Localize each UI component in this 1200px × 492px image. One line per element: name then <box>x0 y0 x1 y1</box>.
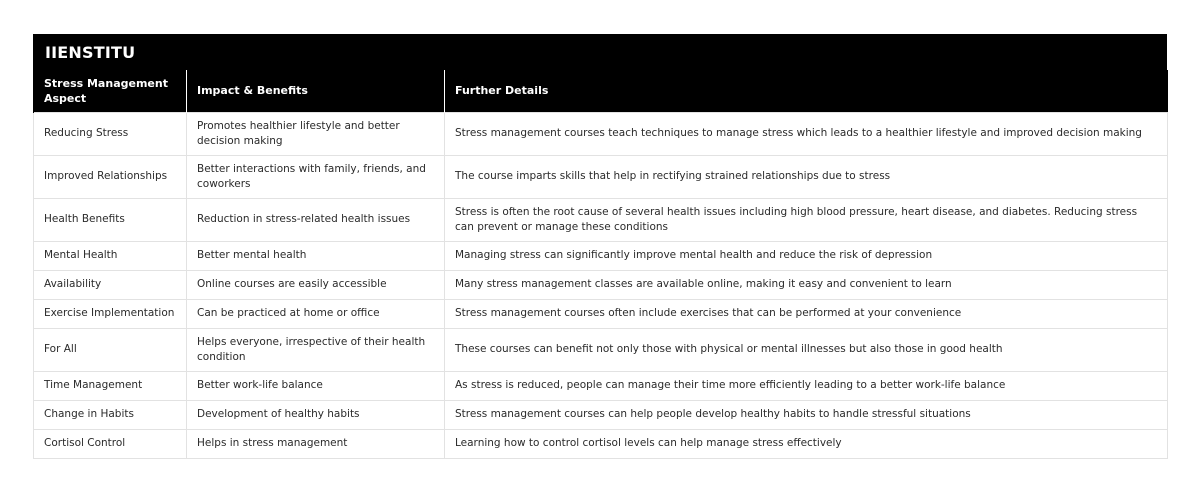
cell-details: Stress management courses often include exercises that can be performed at your convenience <box>445 299 1168 328</box>
cell-impact: Better work-life balance <box>187 371 445 400</box>
cell-impact: Helps everyone, irrespective of their health condition <box>187 328 445 371</box>
cell-details: As stress is reduced, people can manage their time more efficiently leading to a better work-life balance <box>445 371 1168 400</box>
table-row <box>34 198 1168 241</box>
stress-management-table <box>33 70 1168 459</box>
table-row <box>34 112 1168 155</box>
table-row <box>34 155 1168 198</box>
cell-impact: Better interactions with family, friends, and coworkers <box>187 155 445 198</box>
table-row <box>34 299 1168 328</box>
cell-aspect: Cortisol Control <box>34 429 187 458</box>
cell-impact: Online courses are easily accessible <box>187 270 445 299</box>
cell-aspect: For All <box>34 328 187 371</box>
cell-details: Stress management courses teach techniques to manage stress which leads to a healthier lifestyle and improved decision making <box>445 112 1168 155</box>
cell-aspect: Reducing Stress <box>34 112 187 155</box>
cell-aspect: Availability <box>34 270 187 299</box>
content-table-wrapper <box>33 34 1167 459</box>
cell-details: Stress management courses can help people develop healthy habits to handle stressful situations <box>445 400 1168 429</box>
cell-impact: Promotes healthier lifestyle and better decision making <box>187 112 445 155</box>
table-row <box>34 371 1168 400</box>
brand-title: IIENSTITU <box>33 34 1167 70</box>
table-header-row <box>34 70 1168 112</box>
cell-impact: Development of healthy habits <box>187 400 445 429</box>
cell-details: Many stress management classes are available online, making it easy and convenient to learn <box>445 270 1168 299</box>
cell-impact: Can be practiced at home or office <box>187 299 445 328</box>
cell-details: Learning how to control cortisol levels can help manage stress effectively <box>445 429 1168 458</box>
cell-aspect: Improved Relationships <box>34 155 187 198</box>
cell-impact: Better mental health <box>187 241 445 270</box>
table-row <box>34 400 1168 429</box>
cell-details: The course imparts skills that help in rectifying strained relationships due to stress <box>445 155 1168 198</box>
cell-impact: Reduction in stress-related health issues <box>187 198 445 241</box>
table-row <box>34 270 1168 299</box>
table-row <box>34 328 1168 371</box>
cell-impact: Helps in stress management <box>187 429 445 458</box>
cell-aspect: Health Benefits <box>34 198 187 241</box>
cell-aspect: Mental Health <box>34 241 187 270</box>
cell-details: Stress is often the root cause of several health issues including high blood pressure, heart disease, and diabetes. Reducing stress can prevent or manage these conditions <box>445 198 1168 241</box>
cell-aspect: Exercise Implementation <box>34 299 187 328</box>
header-details: Further Details <box>445 70 1168 112</box>
table-row <box>34 241 1168 270</box>
cell-aspect: Time Management <box>34 371 187 400</box>
header-aspect: Stress Management Aspect <box>34 70 187 112</box>
cell-details: Managing stress can significantly improve mental health and reduce the risk of depression <box>445 241 1168 270</box>
cell-details: These courses can benefit not only those with physical or mental illnesses but also those in good health <box>445 328 1168 371</box>
header-impact: Impact & Benefits <box>187 70 445 112</box>
table-row <box>34 429 1168 458</box>
cell-aspect: Change in Habits <box>34 400 187 429</box>
